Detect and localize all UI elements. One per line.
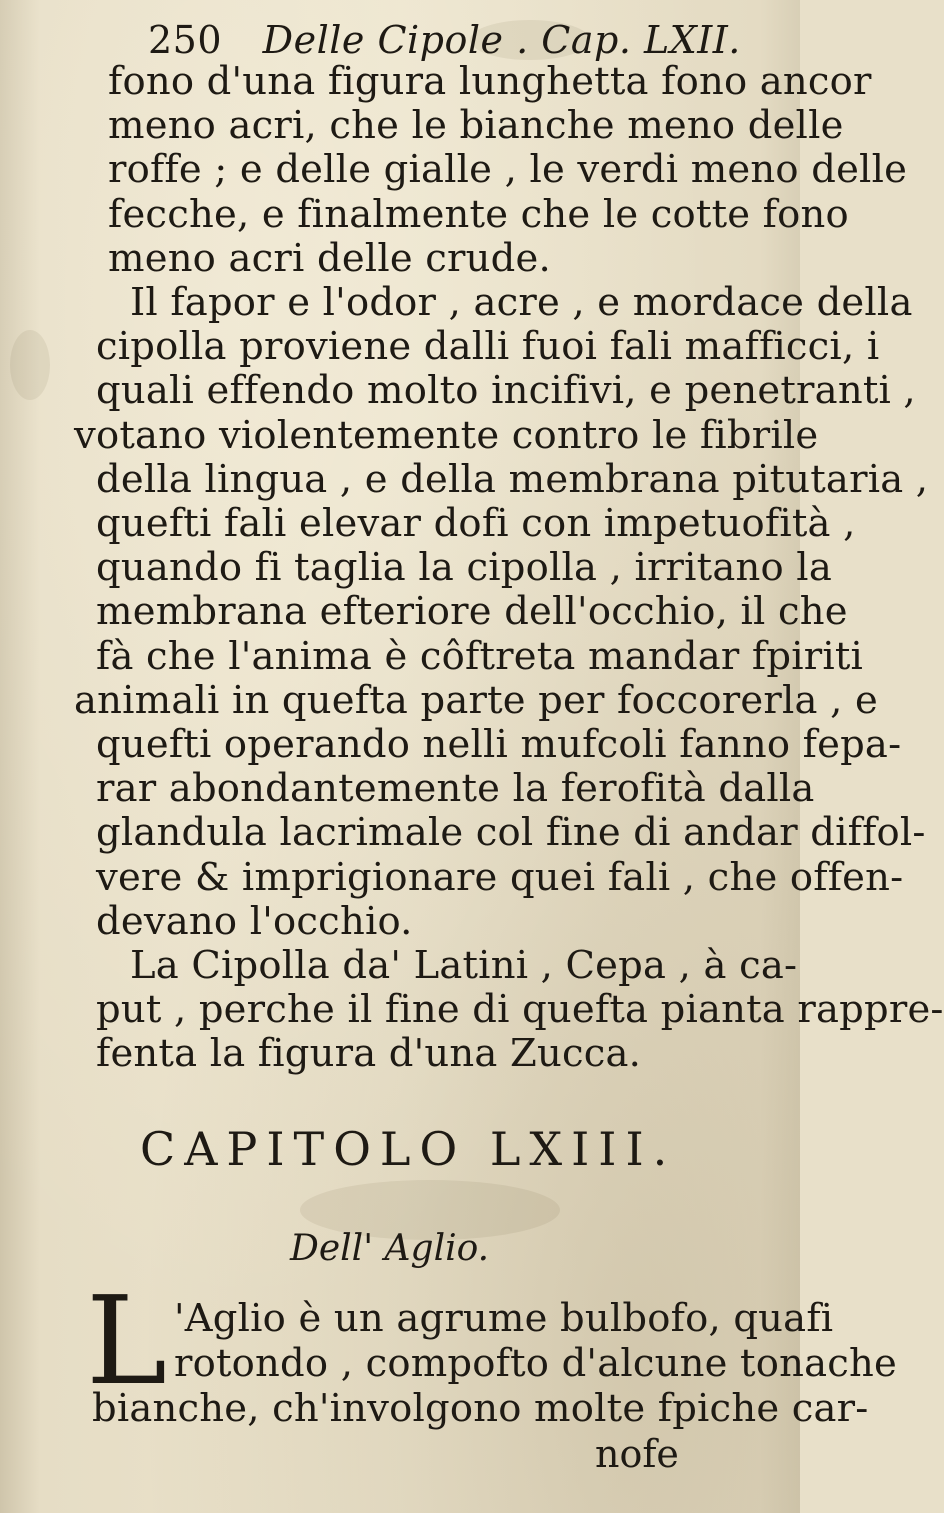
text-line: put , perche il fine di quefta pianta rappre-	[96, 987, 944, 1033]
text-line: fà che l'anima è côftreta mandar fpiriti	[96, 633, 864, 679]
page-number: 250	[148, 18, 223, 62]
text-line: cipolla proviene dalli fuoi fali mafficci, i	[96, 324, 880, 370]
text-line: della lingua , e della membrana pitutaria ,	[96, 456, 929, 502]
text-line: meno acri, che le bianche meno delle	[108, 103, 844, 149]
catchword: nofe	[595, 1432, 679, 1476]
text-line: quefti operando nelli mufcoli fanno fepa-	[96, 722, 902, 768]
text-line: glandula lacrimale col fine di andar diffol-	[96, 810, 926, 856]
text-line: fenta la figura d'una Zucca.	[96, 1031, 642, 1077]
chapter-62-text	[74, 59, 944, 1077]
text-line: votano violentemente contro le fibrile	[74, 412, 819, 458]
text-line: membrana efteriore dell'occhio, il che	[96, 589, 848, 635]
chapter-subtitle: Dell' Aglio.	[290, 1228, 490, 1269]
running-title: Delle Cipole . Cap. LXII.	[262, 18, 741, 62]
drop-cap: L	[86, 1270, 168, 1412]
text-line: quefti fali elevar dofi con impetuofità ,	[96, 501, 856, 547]
text-line: vere & imprigionare quei fali , che offen-	[96, 854, 904, 900]
text-line: fecche, e finalmente che le cotte fono	[108, 191, 849, 237]
chapter-heading: CAPITOLO LXIII.	[140, 1122, 677, 1176]
text-line: quando fi taglia la cipolla , irritano la	[96, 545, 832, 591]
text-line: roffe ; e delle gialle , le verdi meno delle	[108, 147, 908, 193]
text-line: animali in quefta parte per foccorerla , e	[74, 677, 878, 723]
text-line: quali effendo molto incifivi, e penetranti ,	[96, 368, 916, 414]
text-line: 'Aglio è un agrume bulbofo, quafi	[174, 1296, 834, 1341]
text-line: fono d'una figura lunghetta fono ancor	[108, 59, 872, 104]
running-header	[148, 18, 748, 62]
chapter-63-text	[92, 1296, 897, 1431]
text-line: bianche, ch'involgono molte fpiche car-	[92, 1386, 869, 1431]
text-line: devano l'occhio.	[96, 898, 413, 944]
text-line: rar abondantemente la ferofità dalla	[96, 766, 815, 812]
text-line: rotondo , compofto d'alcune tonache	[174, 1341, 897, 1386]
text-line: Il fapor e l'odor , acre , e mordace della	[130, 280, 913, 326]
text-line: meno acri delle crude.	[108, 235, 551, 281]
text-line: La Cipolla da' Latini , Cepa , à ca-	[130, 943, 798, 989]
